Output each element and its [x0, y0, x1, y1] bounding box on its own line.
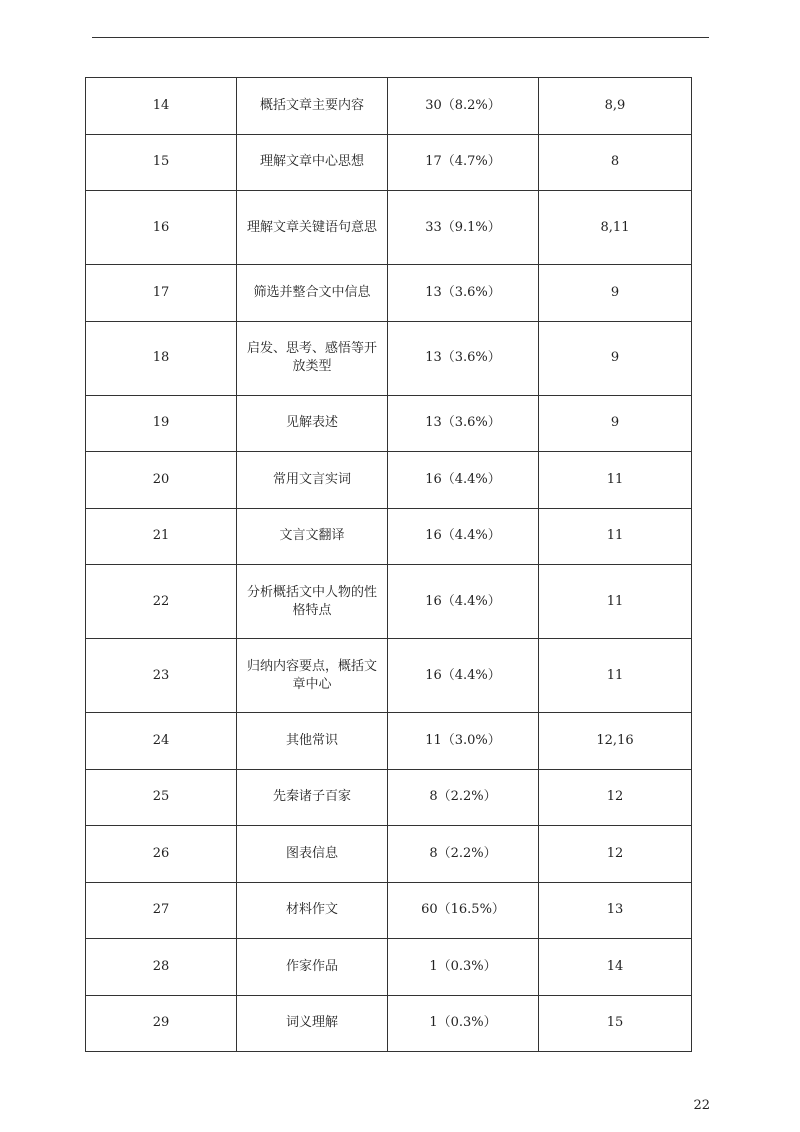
score-cell: 17（4.7%）: [388, 134, 539, 191]
table-row: [86, 321, 692, 395]
row-number-cell: 27: [86, 882, 237, 939]
question-numbers-cell: 13: [539, 882, 692, 939]
row-number-cell: 28: [86, 939, 237, 996]
table-body: [86, 78, 692, 1052]
table-row: [86, 78, 692, 135]
knowledge-point-cell: 其他常识: [237, 713, 388, 770]
score-cell: 16（4.4%）: [388, 452, 539, 509]
table-row: [86, 882, 692, 939]
row-number-cell: 18: [86, 321, 237, 395]
page-number: 22: [693, 1098, 710, 1113]
score-cell: 13（3.6%）: [388, 265, 539, 322]
table-row: [86, 134, 692, 191]
question-numbers-cell: 12,16: [539, 713, 692, 770]
row-number-cell: 25: [86, 769, 237, 826]
knowledge-point-cell: 常用文言实词: [237, 452, 388, 509]
row-number-cell: 15: [86, 134, 237, 191]
knowledge-point-cell: 归纳内容要点，概括文章中心: [237, 639, 388, 713]
table-row: [86, 939, 692, 996]
knowledge-point-table: [85, 77, 692, 1052]
question-numbers-cell: 9: [539, 321, 692, 395]
row-number-cell: 23: [86, 639, 237, 713]
knowledge-point-cell: 材料作文: [237, 882, 388, 939]
knowledge-point-cell: 分析概括文中人物的性格特点: [237, 565, 388, 639]
row-number-cell: 20: [86, 452, 237, 509]
score-cell: 8（2.2%）: [388, 826, 539, 883]
knowledge-point-cell: 理解文章关键语句意思: [237, 191, 388, 265]
knowledge-point-cell: 文言文翻译: [237, 508, 388, 565]
table-row: [86, 191, 692, 265]
question-numbers-cell: 12: [539, 826, 692, 883]
score-cell: 1（0.3%）: [388, 939, 539, 996]
score-cell: 33（9.1%）: [388, 191, 539, 265]
question-numbers-cell: 9: [539, 265, 692, 322]
question-numbers-cell: 8,9: [539, 78, 692, 135]
header-rule: [92, 37, 709, 38]
table-row: [86, 769, 692, 826]
row-number-cell: 16: [86, 191, 237, 265]
question-numbers-cell: 15: [539, 995, 692, 1052]
table-row: [86, 565, 692, 639]
question-numbers-cell: 14: [539, 939, 692, 996]
question-numbers-cell: 8,11: [539, 191, 692, 265]
score-cell: 16（4.4%）: [388, 639, 539, 713]
knowledge-point-cell: 理解文章中心思想: [237, 134, 388, 191]
score-cell: 8（2.2%）: [388, 769, 539, 826]
row-number-cell: 19: [86, 395, 237, 452]
question-numbers-cell: 12: [539, 769, 692, 826]
row-number-cell: 24: [86, 713, 237, 770]
table-row: [86, 265, 692, 322]
score-cell: 16（4.4%）: [388, 508, 539, 565]
knowledge-point-cell: 先秦诸子百家: [237, 769, 388, 826]
table-row: [86, 639, 692, 713]
row-number-cell: 29: [86, 995, 237, 1052]
question-numbers-cell: 11: [539, 639, 692, 713]
score-cell: 30（8.2%）: [388, 78, 539, 135]
table-row: [86, 508, 692, 565]
table-row: [86, 452, 692, 509]
knowledge-point-cell: 筛选并整合文中信息: [237, 265, 388, 322]
score-cell: 13（3.6%）: [388, 395, 539, 452]
score-cell: 16（4.4%）: [388, 565, 539, 639]
row-number-cell: 21: [86, 508, 237, 565]
question-numbers-cell: 11: [539, 452, 692, 509]
knowledge-point-cell: 启发、思考、感悟等开放类型: [237, 321, 388, 395]
knowledge-point-cell: 概括文章主要内容: [237, 78, 388, 135]
table-row: [86, 995, 692, 1052]
row-number-cell: 14: [86, 78, 237, 135]
knowledge-point-cell: 图表信息: [237, 826, 388, 883]
row-number-cell: 22: [86, 565, 237, 639]
score-cell: 1（0.3%）: [388, 995, 539, 1052]
table-row: [86, 826, 692, 883]
knowledge-point-cell: 见解表述: [237, 395, 388, 452]
knowledge-point-cell: 作家作品: [237, 939, 388, 996]
score-cell: 11（3.0%）: [388, 713, 539, 770]
score-cell: 13（3.6%）: [388, 321, 539, 395]
question-numbers-cell: 11: [539, 508, 692, 565]
row-number-cell: 26: [86, 826, 237, 883]
table-row: [86, 395, 692, 452]
knowledge-point-cell: 词义理解: [237, 995, 388, 1052]
question-numbers-cell: 11: [539, 565, 692, 639]
table-row: [86, 713, 692, 770]
score-cell: 60（16.5%）: [388, 882, 539, 939]
question-numbers-cell: 8: [539, 134, 692, 191]
question-numbers-cell: 9: [539, 395, 692, 452]
row-number-cell: 17: [86, 265, 237, 322]
